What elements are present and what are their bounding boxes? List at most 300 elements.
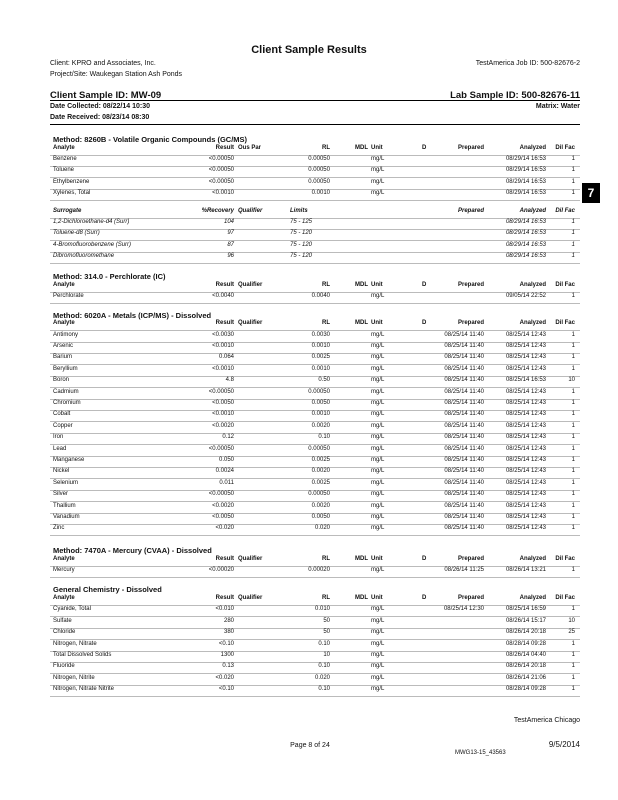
cell-result: 0.064 bbox=[218, 354, 234, 361]
row-divider bbox=[50, 200, 580, 201]
cell-analyte: Barium bbox=[53, 354, 73, 361]
col-analyzed: Analyzed bbox=[519, 595, 546, 602]
cell-prepared: 08/25/14 11:40 bbox=[444, 331, 484, 338]
row-divider bbox=[50, 263, 580, 264]
cell-prepared: 08/25/14 11:40 bbox=[444, 491, 484, 498]
cell-analyzed: 08/26/14 04:40 bbox=[505, 652, 546, 658]
cell-analyzed: 08/25/14 12:43 bbox=[505, 525, 546, 532]
cell-analyzed: 08/25/14 12:43 bbox=[505, 365, 546, 372]
col-d: D bbox=[422, 282, 427, 288]
cell-analyzed: 08/26/14 20:18 bbox=[505, 629, 546, 636]
cell-unit: mg/L bbox=[371, 629, 385, 636]
cell-prepared: 08/25/14 11:40 bbox=[444, 434, 484, 441]
column-header-row bbox=[50, 320, 580, 331]
cell-analyte: Beryllium bbox=[53, 365, 78, 372]
client-sample-id: Client Sample ID: MW-09 bbox=[50, 90, 162, 101]
cell-analyzed: 08/26/14 15:17 bbox=[505, 617, 546, 624]
cell-analyzed: 08/25/14 12:43 bbox=[505, 457, 546, 463]
cell-rl: 0.0010 bbox=[311, 189, 330, 196]
col-result: Result bbox=[215, 145, 234, 151]
cell-dil-fac: 1 bbox=[571, 468, 575, 475]
column-header-row bbox=[50, 595, 580, 606]
col-analyte: Analyte bbox=[53, 320, 75, 327]
cell-dil-fac: 1 bbox=[571, 189, 575, 196]
cell-dil-fac: 1 bbox=[571, 457, 575, 463]
cell-rl: 0.00020 bbox=[308, 567, 330, 573]
table-row bbox=[50, 434, 580, 445]
cell-result: <0.0020 bbox=[212, 422, 234, 429]
cell-dil-fac: 10 bbox=[568, 617, 575, 624]
row-divider bbox=[50, 577, 580, 578]
cell-analyte: Sulfate bbox=[53, 617, 72, 624]
cell-analyte: Thallium bbox=[53, 502, 76, 509]
cell-unit: mg/L bbox=[371, 525, 385, 532]
table-row bbox=[50, 525, 580, 536]
cell-result: <0.00050 bbox=[208, 167, 234, 174]
cell-analyte: Selenium bbox=[53, 479, 79, 486]
cell-limits: 75 - 120 bbox=[290, 241, 313, 248]
cell-prepared: 08/25/14 11:40 bbox=[444, 411, 484, 418]
cell-rl: 0.10 bbox=[318, 640, 330, 647]
cell-unit: mg/L bbox=[371, 354, 385, 361]
table-row bbox=[50, 686, 580, 697]
cell-rl: 0.00050 bbox=[308, 178, 330, 185]
cell-dil-fac: 1 bbox=[571, 343, 575, 349]
footer-company: TestAmerica Chicago bbox=[513, 717, 580, 724]
cell-prepared: 08/25/14 11:40 bbox=[444, 400, 484, 406]
cell-prepared: 08/25/14 11:40 bbox=[444, 502, 484, 509]
cell-rl: 50 bbox=[323, 629, 330, 636]
table-row bbox=[50, 567, 580, 578]
cell-dil-fac: 1 bbox=[571, 479, 575, 486]
col-prepared: Prepared bbox=[457, 595, 484, 602]
header-rule bbox=[50, 100, 580, 101]
job-id: TestAmerica Job ID: 500-82676-2 bbox=[475, 60, 580, 67]
cell-analyzed: 08/25/14 12:43 bbox=[505, 491, 546, 498]
cell-unit: mg/L bbox=[371, 502, 385, 509]
cell-prepared: 08/25/14 12:30 bbox=[443, 606, 484, 613]
col-prepared: Prepared bbox=[457, 320, 484, 327]
cell-rl: 0.10 bbox=[318, 663, 330, 670]
cell-unit: mg/L bbox=[371, 445, 385, 452]
table-row bbox=[50, 663, 580, 674]
col-rl: RL bbox=[322, 555, 330, 562]
cell-analyzed: 08/29/14 16:53 bbox=[505, 167, 546, 174]
col-qualifier: Qualifier bbox=[238, 208, 263, 214]
cell-result: <0.10 bbox=[218, 686, 234, 693]
table-row bbox=[50, 514, 580, 525]
cell-recovery: 96 bbox=[227, 252, 234, 259]
cell-limits: 75 - 120 bbox=[290, 230, 313, 237]
cell-rl: 10 bbox=[323, 652, 330, 658]
cell-unit: mg/L bbox=[371, 293, 385, 300]
cell-analyte: Zinc bbox=[53, 525, 65, 532]
cell-analyzed: 08/29/14 16:53 bbox=[505, 178, 546, 185]
cell-unit: mg/L bbox=[371, 567, 385, 573]
cell-rl: 50 bbox=[323, 617, 330, 624]
cell-prepared: 08/25/14 11:40 bbox=[444, 445, 484, 452]
table-row bbox=[50, 675, 580, 686]
col-mdl: MDL bbox=[355, 555, 368, 562]
cell-dil-fac: 1 bbox=[571, 365, 575, 372]
client-line: Client: KPRO and Associates, Inc. bbox=[50, 60, 156, 67]
cell-unit: mg/L bbox=[371, 189, 385, 196]
col-analyzed: Analyzed bbox=[519, 320, 546, 327]
cell-recovery: 87 bbox=[227, 241, 234, 248]
cell-prepared: 08/25/14 11:40 bbox=[444, 479, 484, 486]
cell-analyte: Total Dissolved Solids bbox=[53, 652, 112, 658]
cell-dil-fac: 1 bbox=[571, 178, 575, 185]
cell-analyzed: 08/29/14 16:53 bbox=[505, 189, 546, 196]
cell-result: <0.0050 bbox=[212, 514, 234, 520]
cell-dil-fac: 1 bbox=[571, 525, 575, 532]
cell-result: 380 bbox=[223, 629, 234, 636]
section-title: Method: 314.0 - Perchlorate (IC) bbox=[53, 272, 166, 281]
col-analyte: Analyte bbox=[53, 282, 75, 288]
cell-prepared: 08/25/14 11:40 bbox=[444, 457, 484, 463]
cell-prepared: 08/25/14 11:40 bbox=[444, 514, 484, 520]
col-rl: RL bbox=[322, 282, 330, 288]
col-analyte: Analyte bbox=[53, 595, 75, 602]
col-result: Result bbox=[215, 282, 234, 288]
cell-dil-fac: 1 bbox=[571, 491, 575, 498]
lab-sample-id: Lab Sample ID: 500-82676-11 bbox=[450, 90, 580, 101]
cell-rl: 0.0010 bbox=[311, 411, 330, 418]
cell-unit: mg/L bbox=[371, 156, 385, 163]
cell-dil-fac: 1 bbox=[571, 663, 575, 670]
cell-analyte: Toluene bbox=[53, 167, 75, 174]
table-row bbox=[50, 411, 580, 422]
table-row bbox=[50, 167, 580, 178]
cell-dil-fac: 1 bbox=[571, 331, 575, 338]
cell-unit: mg/L bbox=[371, 491, 385, 498]
cell-dil-fac: 1 bbox=[571, 252, 575, 259]
cell-analyzed: 08/25/14 12:43 bbox=[505, 468, 546, 475]
footer-date: 9/5/2014 bbox=[548, 740, 580, 749]
cell-dil-fac: 1 bbox=[571, 434, 575, 441]
cell-prepared: 08/25/14 11:40 bbox=[444, 468, 484, 475]
cell-unit: mg/L bbox=[371, 640, 385, 647]
cell-rl: 0.00050 bbox=[308, 167, 330, 174]
cell-analyzed: 08/29/14 16:53 bbox=[505, 156, 546, 163]
col-d: D bbox=[422, 320, 427, 327]
cell-dil-fac: 1 bbox=[571, 167, 575, 174]
col-dil-fac: Dil Fac bbox=[555, 555, 575, 562]
cell-result: <0.020 bbox=[215, 525, 234, 532]
cell-rl: 0.0025 bbox=[311, 479, 330, 486]
cell-prepared: 08/26/14 11:25 bbox=[444, 567, 484, 573]
cell-analyzed: 08/25/14 12:43 bbox=[505, 479, 546, 486]
cell-rl: 0.50 bbox=[318, 377, 330, 384]
col-rl: RL bbox=[322, 320, 330, 327]
col-qualifier: Qualifier bbox=[238, 282, 263, 288]
cell-rl: 0.0050 bbox=[311, 400, 330, 406]
cell-result: <0.0020 bbox=[212, 502, 234, 509]
section-title: Method: 7470A - Mercury (CVAA) - Dissolved bbox=[53, 545, 212, 555]
table-row bbox=[50, 641, 580, 652]
cell-surrogate: Toluene-d8 (Surr) bbox=[53, 230, 100, 237]
cell-rl: 0.00050 bbox=[308, 388, 330, 395]
cell-unit: mg/L bbox=[371, 178, 385, 185]
cell-surrogate: 1,2-Dichloroethane-d4 (Surr) bbox=[53, 219, 130, 226]
table-row bbox=[50, 354, 580, 365]
table-row bbox=[50, 343, 580, 354]
cell-result: <0.0010 bbox=[212, 189, 234, 196]
cell-analyte: Nitrogen, Nitrite bbox=[53, 674, 95, 681]
cell-rl: 0.0030 bbox=[311, 331, 330, 338]
col-analyzed: Analyzed bbox=[519, 145, 546, 151]
cell-analyte: Cadmium bbox=[53, 388, 79, 395]
cell-prepared: 08/25/14 11:40 bbox=[444, 365, 484, 372]
cell-limits: 75 - 120 bbox=[290, 252, 313, 259]
section-title: Method: 6020A - Metals (ICP/MS) - Dissolved bbox=[53, 311, 212, 321]
row-divider bbox=[50, 696, 580, 697]
cell-rl: 0.00050 bbox=[308, 491, 330, 498]
cell-unit: mg/L bbox=[371, 617, 385, 624]
cell-rl: 0.10 bbox=[318, 686, 330, 693]
cell-unit: mg/L bbox=[371, 411, 385, 418]
cell-surrogate: 4-Bromofluorobenzene (Surr) bbox=[53, 241, 132, 248]
cell-analyte: Chromium bbox=[53, 400, 81, 406]
cell-result: 4.8 bbox=[225, 377, 234, 384]
cell-dil-fac: 1 bbox=[571, 502, 575, 509]
table-row bbox=[50, 423, 580, 434]
cell-analyzed: 08/25/14 16:59 bbox=[505, 606, 546, 613]
column-header-row bbox=[50, 282, 580, 293]
table-row bbox=[50, 377, 580, 388]
col-recovery: %Recovery bbox=[201, 208, 234, 214]
row-divider bbox=[50, 303, 580, 304]
header-rule-2 bbox=[50, 124, 580, 125]
cell-rl: 0.0050 bbox=[311, 514, 330, 520]
cell-rl: 0.0025 bbox=[311, 354, 330, 361]
cell-analyte: Cobalt bbox=[53, 411, 71, 418]
cell-dil-fac: 1 bbox=[571, 230, 575, 237]
cell-analyzed: 08/25/14 12:43 bbox=[505, 400, 546, 406]
cell-unit: mg/L bbox=[371, 365, 385, 372]
table-row bbox=[50, 179, 580, 190]
date-collected: Date Collected: 08/22/14 10:30 bbox=[50, 103, 150, 110]
cell-unit: mg/L bbox=[371, 468, 385, 475]
cell-dil-fac: 1 bbox=[571, 219, 575, 226]
cell-rl: 0.00050 bbox=[308, 445, 330, 452]
col-dil-fac: Dil Fac bbox=[555, 208, 575, 214]
cell-analyzed: 08/25/14 16:53 bbox=[505, 377, 546, 384]
surrogate-row bbox=[50, 230, 580, 241]
cell-unit: mg/L bbox=[371, 674, 385, 681]
cell-rl: 0.010 bbox=[314, 606, 330, 613]
cell-analyzed: 08/25/14 12:43 bbox=[505, 354, 546, 361]
row-divider bbox=[50, 535, 580, 536]
cell-analyzed: 08/25/14 12:43 bbox=[505, 514, 546, 520]
table-row bbox=[50, 652, 580, 663]
cell-analyte: Perchlorate bbox=[53, 293, 84, 300]
cell-analyte: Nickel bbox=[53, 468, 70, 475]
table-row bbox=[50, 156, 580, 167]
cell-result: <0.0010 bbox=[212, 411, 234, 418]
col-dil-fac: Dil Fac bbox=[555, 595, 575, 602]
surrogate-row bbox=[50, 242, 580, 253]
col-prepared: Prepared bbox=[457, 145, 484, 151]
cell-dil-fac: 1 bbox=[571, 686, 575, 693]
table-row bbox=[50, 618, 580, 629]
cell-prepared: 08/25/14 11:40 bbox=[444, 354, 484, 361]
col-qualifier: Qualifier bbox=[238, 555, 263, 562]
table-row bbox=[50, 629, 580, 640]
cell-analyzed: 08/28/14 09:28 bbox=[505, 640, 546, 647]
cell-prepared: 08/25/14 11:40 bbox=[444, 377, 484, 384]
col-analyte: Analyte bbox=[53, 555, 75, 562]
cell-dil-fac: 1 bbox=[571, 354, 575, 361]
cell-analyzed: 08/26/14 13:21 bbox=[505, 567, 546, 573]
cell-analyte: Arsenic bbox=[53, 343, 74, 349]
cell-result: <0.00050 bbox=[208, 156, 234, 163]
cell-analyzed: 08/25/14 12:43 bbox=[505, 331, 546, 338]
cell-prepared: 08/25/14 11:40 bbox=[444, 388, 484, 395]
cell-dil-fac: 1 bbox=[571, 422, 575, 429]
table-row bbox=[50, 332, 580, 343]
cell-analyte: Mercury bbox=[53, 567, 75, 573]
cell-result: <0.00050 bbox=[208, 178, 234, 185]
table-row bbox=[50, 366, 580, 377]
cell-analyte: Chloride bbox=[53, 629, 76, 636]
cell-unit: mg/L bbox=[371, 377, 385, 384]
cell-rl: 0.10 bbox=[318, 434, 330, 441]
col-analyzed: Analyzed bbox=[519, 282, 546, 288]
cell-rl: 0.0010 bbox=[311, 365, 330, 372]
cell-surrogate: Dibromofluoromethane bbox=[53, 252, 115, 259]
cell-analyte: Nitrogen, Nitrate bbox=[53, 640, 97, 647]
cell-result: <0.0030 bbox=[212, 331, 234, 338]
cell-analyzed: 08/29/14 16:53 bbox=[505, 241, 546, 248]
column-header-row bbox=[50, 145, 580, 156]
cell-analyte: Lead bbox=[53, 445, 67, 452]
cell-recovery: 104 bbox=[223, 219, 234, 226]
cell-prepared: 08/25/14 11:40 bbox=[444, 422, 484, 429]
page-title: Client Sample Results bbox=[251, 44, 367, 56]
cell-rl: 0.0025 bbox=[311, 457, 330, 463]
cell-result: <0.00050 bbox=[208, 388, 234, 395]
col-analyte: Analyte bbox=[53, 145, 75, 151]
cell-limits: 75 - 125 bbox=[290, 219, 313, 226]
section-tab: 7 bbox=[582, 183, 600, 203]
col-result: Result bbox=[215, 320, 234, 327]
cell-rl: 0.0040 bbox=[311, 293, 330, 300]
cell-analyzed: 08/25/14 12:43 bbox=[505, 388, 546, 395]
cell-dil-fac: 1 bbox=[571, 400, 575, 406]
cell-analyzed: 08/25/14 12:43 bbox=[505, 422, 546, 429]
cell-analyzed: 08/25/14 12:43 bbox=[505, 343, 546, 349]
table-row bbox=[50, 389, 580, 400]
cell-dil-fac: 10 bbox=[568, 377, 575, 384]
col-d: D bbox=[422, 145, 427, 151]
cell-rl: 0.00050 bbox=[308, 156, 330, 163]
table-row bbox=[50, 480, 580, 491]
col-rl: RL bbox=[322, 145, 330, 151]
col-unit: Unit bbox=[371, 282, 383, 288]
col-dil-fac: Dil Fac bbox=[555, 282, 575, 288]
cell-dil-fac: 1 bbox=[571, 514, 575, 520]
cell-dil-fac: 1 bbox=[571, 606, 575, 613]
cell-dil-fac: 1 bbox=[571, 411, 575, 418]
cell-analyte: Boron bbox=[53, 377, 70, 384]
col-dil-fac: Dil Fac bbox=[555, 320, 575, 327]
cell-unit: mg/L bbox=[371, 343, 385, 349]
cell-result: 0.13 bbox=[222, 663, 234, 670]
col-qualifier: Ous Par bbox=[238, 145, 262, 151]
matrix: Matrix: Water bbox=[535, 103, 580, 110]
cell-analyte: Xylenes, Total bbox=[53, 189, 91, 196]
col-dil-fac: Dil Fac bbox=[555, 145, 575, 151]
col-mdl: MDL bbox=[355, 145, 368, 151]
cell-result: 0.0024 bbox=[215, 468, 234, 475]
cell-recovery: 97 bbox=[227, 230, 234, 237]
cell-unit: mg/L bbox=[371, 686, 385, 693]
cell-prepared: 08/25/14 11:40 bbox=[444, 525, 484, 532]
col-d: D bbox=[422, 555, 427, 562]
cell-dil-fac: 1 bbox=[571, 640, 575, 647]
table-row bbox=[50, 457, 580, 468]
col-prepared: Prepared bbox=[457, 208, 484, 214]
cell-analyzed: 09/05/14 22:52 bbox=[505, 293, 546, 300]
cell-analyzed: 08/25/14 12:43 bbox=[505, 445, 546, 452]
col-analyzed: Analyzed bbox=[519, 555, 546, 562]
cell-unit: mg/L bbox=[371, 167, 385, 174]
cell-dil-fac: 1 bbox=[571, 567, 575, 573]
cell-result: <0.0010 bbox=[212, 365, 234, 372]
cell-result: <0.10 bbox=[218, 640, 234, 647]
cell-unit: mg/L bbox=[371, 514, 385, 520]
cell-dil-fac: 25 bbox=[568, 629, 575, 636]
cell-analyzed: 08/25/14 12:43 bbox=[505, 434, 546, 441]
cell-result: 1300 bbox=[220, 652, 234, 658]
cell-result: <0.0050 bbox=[212, 400, 234, 406]
col-qualifier: Qualifier bbox=[238, 320, 263, 327]
cell-rl: 0.020 bbox=[314, 525, 330, 532]
table-row bbox=[50, 491, 580, 502]
cell-result: <0.0010 bbox=[212, 343, 234, 349]
col-mdl: MDL bbox=[355, 282, 368, 288]
cell-analyte: Silver bbox=[53, 491, 69, 498]
cell-analyte: Nitrogen, Nitrate Nitrite bbox=[53, 686, 115, 693]
cell-rl: 0.0020 bbox=[311, 422, 330, 429]
cell-result: 280 bbox=[223, 617, 234, 624]
cell-analyzed: 08/29/14 16:53 bbox=[505, 230, 546, 237]
col-d: D bbox=[422, 595, 427, 602]
cell-analyte: Iron bbox=[53, 434, 64, 441]
cell-analyte: Manganese bbox=[53, 457, 85, 463]
cell-rl: 0.0020 bbox=[311, 502, 330, 509]
cell-dil-fac: 1 bbox=[571, 388, 575, 395]
date-received: Date Received: 08/23/14 08:30 bbox=[50, 114, 150, 121]
cell-analyte: Antimony bbox=[53, 331, 79, 338]
cell-result: 0.12 bbox=[222, 434, 234, 441]
table-row bbox=[50, 400, 580, 411]
cell-dil-fac: 1 bbox=[571, 652, 575, 658]
col-result: Result bbox=[215, 595, 234, 602]
cell-dil-fac: 1 bbox=[571, 674, 575, 681]
cell-result: <0.010 bbox=[215, 606, 234, 613]
table-row bbox=[50, 606, 580, 617]
col-result: Result bbox=[215, 555, 234, 562]
cell-analyte: Ethylbenzene bbox=[53, 178, 90, 185]
cell-analyzed: 08/26/14 20:18 bbox=[505, 663, 546, 670]
cell-analyte: Copper bbox=[53, 422, 73, 429]
cell-rl: 0.0010 bbox=[311, 343, 330, 349]
cell-result: <0.00050 bbox=[208, 445, 234, 452]
col-unit: Unit bbox=[371, 555, 383, 562]
col-prepared: Prepared bbox=[457, 555, 484, 562]
